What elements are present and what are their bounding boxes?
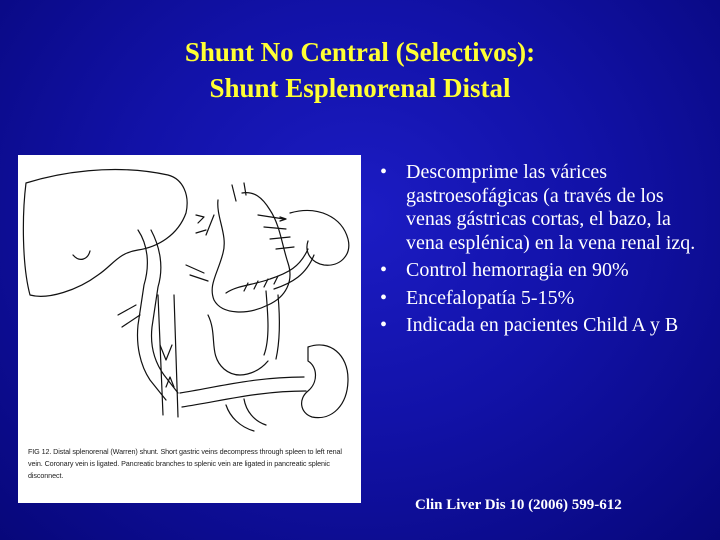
stomach-outline [212,193,290,312]
shunt-anastomosis [264,291,279,359]
bullet-item [378,314,712,338]
bullet-dot: • [380,314,388,336]
bullet-list [378,161,712,342]
bullet-text: Control hemorragia en 90% [406,259,629,281]
bullet-dot: • [380,259,388,281]
anatomy-illustration [18,155,361,503]
title-line-1: Shunt No Central (Selectivos): [184,37,536,67]
pancreas-outline [208,315,268,375]
splenic-vein [226,249,314,293]
bullet-item [378,161,712,255]
gallbladder-outline [73,251,90,259]
esophagus [196,215,214,235]
slide-title [0,34,720,106]
splenorenal-shunt-drawing [18,155,361,445]
citation: Clin Liver Dis 10 (2006) 599-612 [415,497,622,513]
spleen-outline [290,211,349,266]
bullet-text: Encefalopatía 5-15% [406,286,575,309]
bullet-dot: • [380,286,388,309]
bullet-text: Descomprime las várices gastroesofágicas (a través de los venas gástricas cortas, el bazo, la vena esplénica) en la vena renal izq. [406,161,696,254]
liver-outline [23,170,187,297]
figure-caption: FIG 12. Distal splenorenal (Warren) shunt. Short gastric veins decompress through spleen to left renal vein. Coronary vein is ligated. Pancreatic branches to splenic vein are ligated in pancreatic splenic disconnect. [28,447,342,480]
bullet-item [378,259,712,283]
bullet-item [378,287,712,311]
portal-vein [138,230,179,400]
bullet-dot: • [380,161,388,183]
left-kidney [302,345,348,418]
title-line-2: Shunt Esplenorenal Distal [209,73,511,103]
left-renal-vein [180,377,306,407]
bullet-text: Indicada en pacientes Child A y B [406,314,679,336]
